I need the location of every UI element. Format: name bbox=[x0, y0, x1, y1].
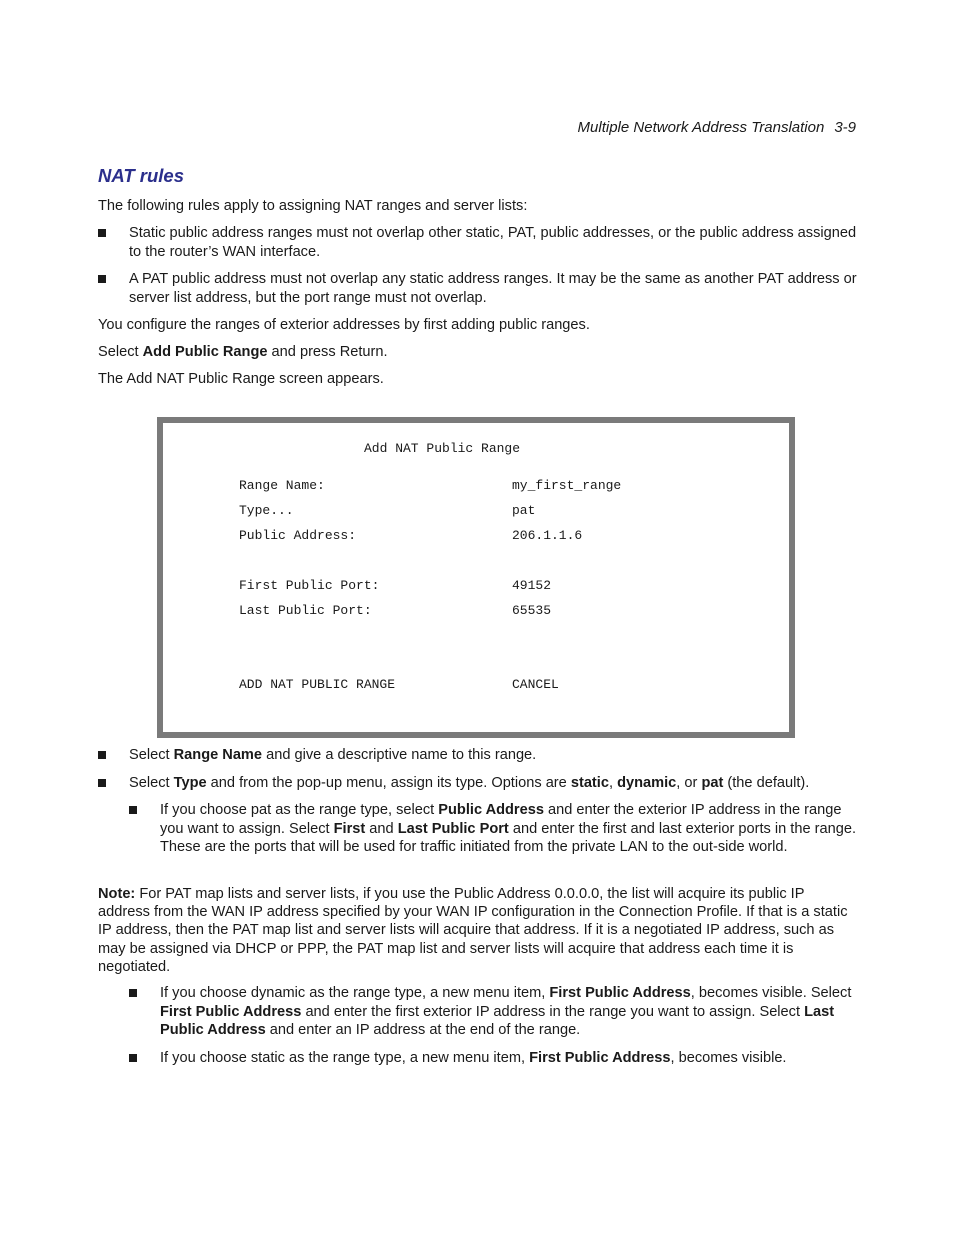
rule-item bbox=[98, 224, 858, 261]
running-header bbox=[578, 119, 856, 136]
note-text: For PAT map lists and server lists, if you use the Public Address 0.0.0.0, the list will acquire its public IP address from the WAN IP address specified by your WAN IP configuration in the Connection Profile. If that is a static IP address, then the PAT map list and server lists will acquire that address. If it is a negotiated IP address, such as may be assigned via DHCP or PPP, the PAT map list and server lists will acquire that address each time it is negotiated. bbox=[98, 886, 848, 975]
bullet-square-icon bbox=[129, 806, 137, 814]
running-title: Multiple Network Address Translation bbox=[577, 119, 825, 136]
add-public-range-term: Add Public Range bbox=[142, 344, 268, 360]
step-item bbox=[98, 774, 858, 793]
sub-step-item bbox=[129, 1049, 859, 1068]
last-public-port-label[interactable]: Last Public Port: bbox=[239, 603, 372, 618]
step-item bbox=[98, 746, 858, 765]
rule-text: Static public address ranges must not overlap other static, PAT, public addresses, or the public address assigned to the router’s WAN interface. bbox=[129, 225, 857, 260]
step-text: Select Range Name and give a descriptive name to this range. bbox=[129, 747, 537, 763]
screen-title: Add NAT Public Range bbox=[364, 441, 521, 456]
appears-paragraph: The Add NAT Public Range screen appears. bbox=[98, 371, 384, 387]
sub-step-text: If you choose static as the range type, a new menu item, First Public Address, becomes visible. bbox=[160, 1050, 787, 1066]
sub-step-item bbox=[129, 801, 859, 857]
last-public-port-value[interactable]: 65535 bbox=[512, 603, 552, 618]
select-paragraph bbox=[98, 343, 856, 361]
step-text: Select Type and from the pop-up menu, assign its type. Options are static, dynamic, or pat (the default). bbox=[129, 775, 810, 791]
sub-step-text: If you choose dynamic as the range type, a new menu item, First Public Address, becomes visible. Select First Public Address and enter the first exterior IP address in the range you want to assign. Select Last Public Address and enter an IP address at the end of the range. bbox=[160, 985, 852, 1039]
public-address-label[interactable]: Public Address: bbox=[239, 528, 357, 543]
sub-step-item bbox=[129, 984, 859, 1040]
range-name-label[interactable]: Range Name: bbox=[239, 478, 325, 493]
select-text: Select bbox=[98, 344, 143, 360]
select-text-end: and press Return. bbox=[267, 344, 388, 360]
bullet-square-icon bbox=[129, 1054, 137, 1062]
public-address-value[interactable]: 206.1.1.6 bbox=[512, 528, 583, 543]
type-value[interactable]: pat bbox=[512, 503, 536, 518]
first-public-port-value[interactable]: 49152 bbox=[512, 578, 552, 593]
cancel-button[interactable]: CANCEL bbox=[512, 677, 559, 692]
add-nat-public-range-screen bbox=[157, 417, 795, 738]
bullet-square-icon bbox=[98, 751, 106, 759]
type-label[interactable]: Type... bbox=[239, 503, 294, 518]
page-number: 3-9 bbox=[834, 119, 856, 136]
section-title: NAT rules bbox=[98, 165, 185, 186]
bullet-square-icon bbox=[98, 229, 106, 237]
intro-paragraph: The following rules apply to assigning NAT ranges and server lists: bbox=[98, 198, 528, 214]
rule-text: A PAT public address must not overlap any static address ranges. It may be the same as another PAT address or server list address, but the port range must not overlap. bbox=[129, 271, 857, 306]
sub-step-text: If you choose pat as the range type, select Public Address and enter the exterior IP address in the range you want to assign. Select First and Last Public Port and enter the first and last exterior ports in the range. These are the ports that will be used for traffic initiated from the private LAN to the out-side world. bbox=[160, 802, 856, 856]
configure-paragraph: You configure the ranges of exterior addresses by first adding public ranges. bbox=[98, 317, 590, 333]
note-paragraph bbox=[98, 885, 856, 976]
first-public-port-label[interactable]: First Public Port: bbox=[239, 578, 380, 593]
bullet-square-icon bbox=[98, 275, 106, 283]
bullet-square-icon bbox=[98, 779, 106, 787]
bullet-square-icon bbox=[129, 989, 137, 997]
range-name-value[interactable]: my_first_range bbox=[512, 478, 622, 493]
note-label: Note: bbox=[98, 886, 136, 902]
rule-item bbox=[98, 270, 858, 307]
add-nat-public-range-button[interactable]: ADD NAT PUBLIC RANGE bbox=[239, 677, 396, 692]
